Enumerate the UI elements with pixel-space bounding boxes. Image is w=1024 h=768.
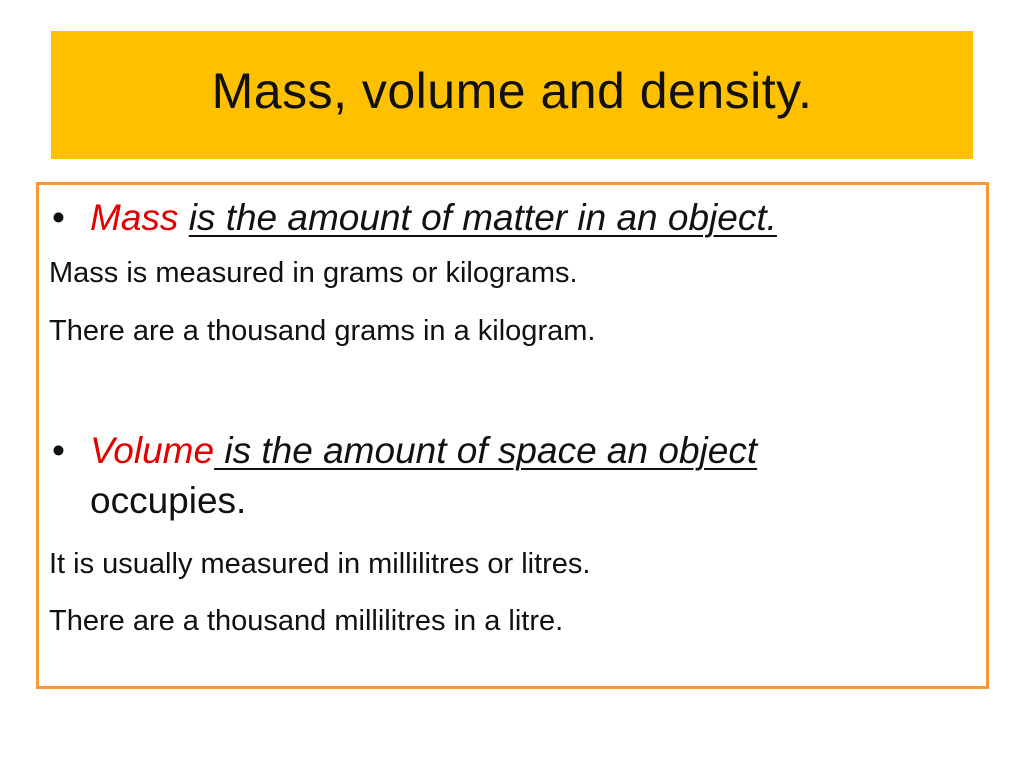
bullet-volume-text <box>90 426 757 526</box>
keyword-volume: Volume <box>90 430 215 471</box>
definition-mass: is the amount of matter in an object. <box>188 197 777 238</box>
bullet-mass-text <box>90 193 777 243</box>
title-banner <box>51 31 973 159</box>
bullet-volume <box>52 426 757 526</box>
keyword-mass: Mass <box>90 197 179 238</box>
bullet-dot-icon: • <box>52 430 65 471</box>
slide-title: Mass, volume and density. <box>211 63 813 119</box>
mass-units-line: Mass is measured in grams or kilograms. <box>49 257 578 289</box>
volume-units-line: It is usually measured in millilitres or litres. <box>49 548 591 580</box>
volume-conversion-line: There are a thousand millilitres in a litre. <box>49 605 564 637</box>
definition-volume-suffix: occupies. <box>90 480 247 521</box>
content-box <box>36 182 989 689</box>
mass-conversion-line: There are a thousand grams in a kilogram. <box>49 315 596 347</box>
bullet-mass <box>52 193 777 243</box>
definition-volume: is the amount of space an object <box>214 430 758 471</box>
bullet-dot-icon: • <box>52 197 65 238</box>
